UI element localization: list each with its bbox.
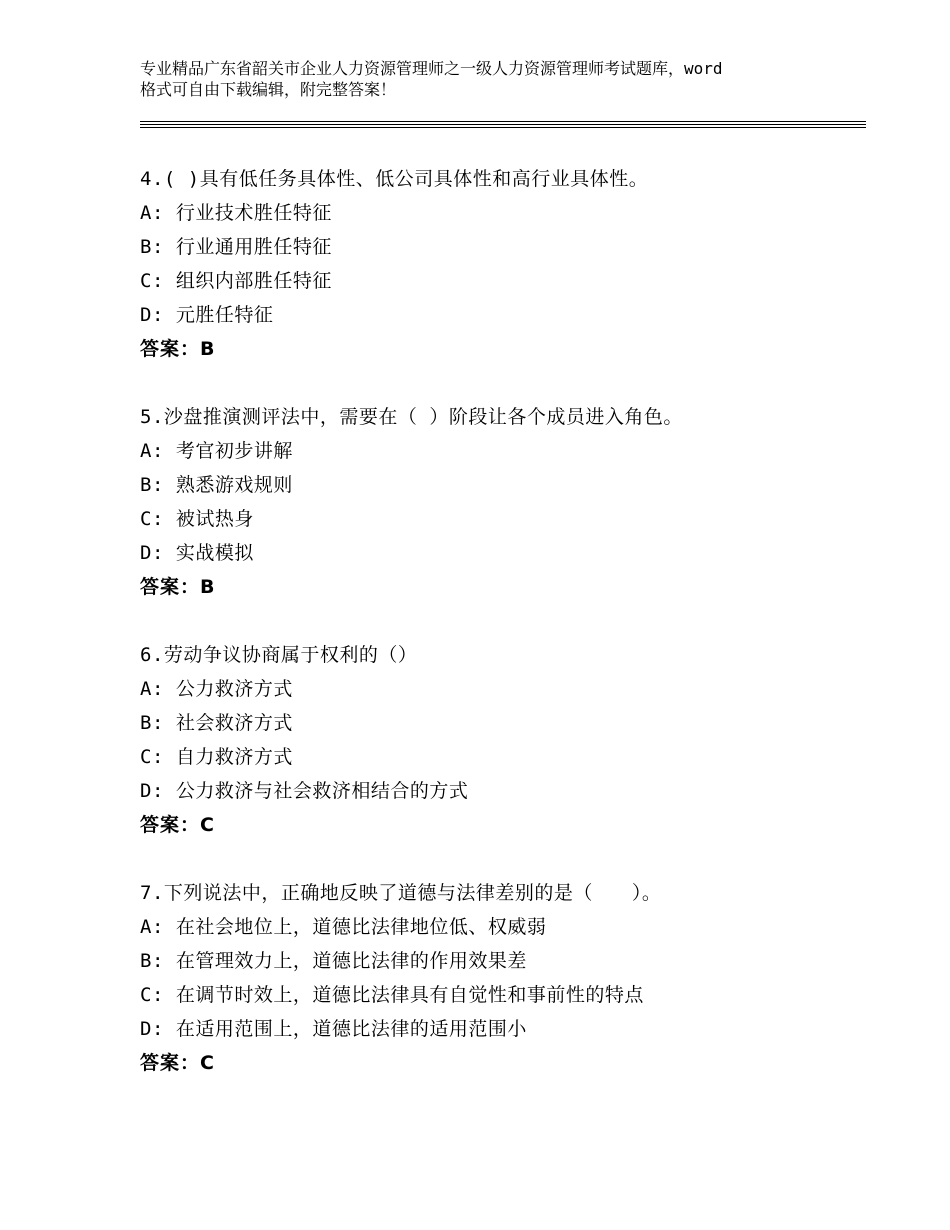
question-stem: 7.下列说法中，正确地反映了道德与法律差别的是（ ）。 xyxy=(140,882,662,904)
question-stem: 6.劳动争议协商属于权利的（） xyxy=(140,644,418,666)
option-d: D: 公力救济与社会救济相结合的方式 xyxy=(140,780,469,802)
option-b: B: 在管理效力上，道德比法律的作用效果差 xyxy=(140,950,527,972)
question-stem: 5.沙盘推演测评法中，需要在（ ）阶段让各个成员进入角色。 xyxy=(140,406,683,428)
question-7 xyxy=(140,876,880,1080)
option-b: B: 熟悉游戏规则 xyxy=(140,474,293,496)
question-list xyxy=(140,162,880,1114)
option-d: D: 实战模拟 xyxy=(140,542,254,564)
option-c: C: 组织内部胜任特征 xyxy=(140,270,332,292)
option-c: C: 在调节时效上，道德比法律具有自觉性和事前性的特点 xyxy=(140,984,644,1006)
header-divider-line xyxy=(140,121,866,122)
option-a: A: 行业技术胜任特征 xyxy=(140,202,332,224)
question-6 xyxy=(140,638,880,842)
answer-line: 答案：C xyxy=(140,814,215,836)
header-title-line-1: 专业精品广东省韶关市企业人力资源管理师之一级人力资源管理师考试题库，word xyxy=(140,59,723,78)
question-5 xyxy=(140,400,880,604)
option-b: B: 社会救济方式 xyxy=(140,712,293,734)
option-b: B: 行业通用胜任特征 xyxy=(140,236,332,258)
option-c: C: 自力救济方式 xyxy=(140,746,293,768)
option-c: C: 被试热身 xyxy=(140,508,254,530)
answer-line: 答案：B xyxy=(140,576,216,598)
document-header xyxy=(140,58,840,100)
answer-line: 答案：B xyxy=(140,338,216,360)
header-title-line-2: 格式可自由下载编辑，附完整答案！ xyxy=(140,80,397,99)
option-a: A: 考官初步讲解 xyxy=(140,440,293,462)
header-divider-line xyxy=(140,124,866,125)
option-d: D: 元胜任特征 xyxy=(140,304,274,326)
answer-line: 答案：C xyxy=(140,1052,215,1074)
header-divider-line xyxy=(140,127,866,128)
question-stem: 4.( )具有低任务具体性、低公司具体性和高行业具体性。 xyxy=(140,168,649,190)
option-d: D: 在适用范围上，道德比法律的适用范围小 xyxy=(140,1018,527,1040)
option-a: A: 公力救济方式 xyxy=(140,678,293,700)
option-a: A: 在社会地位上，道德比法律地位低、权威弱 xyxy=(140,916,547,938)
question-4 xyxy=(140,162,880,366)
